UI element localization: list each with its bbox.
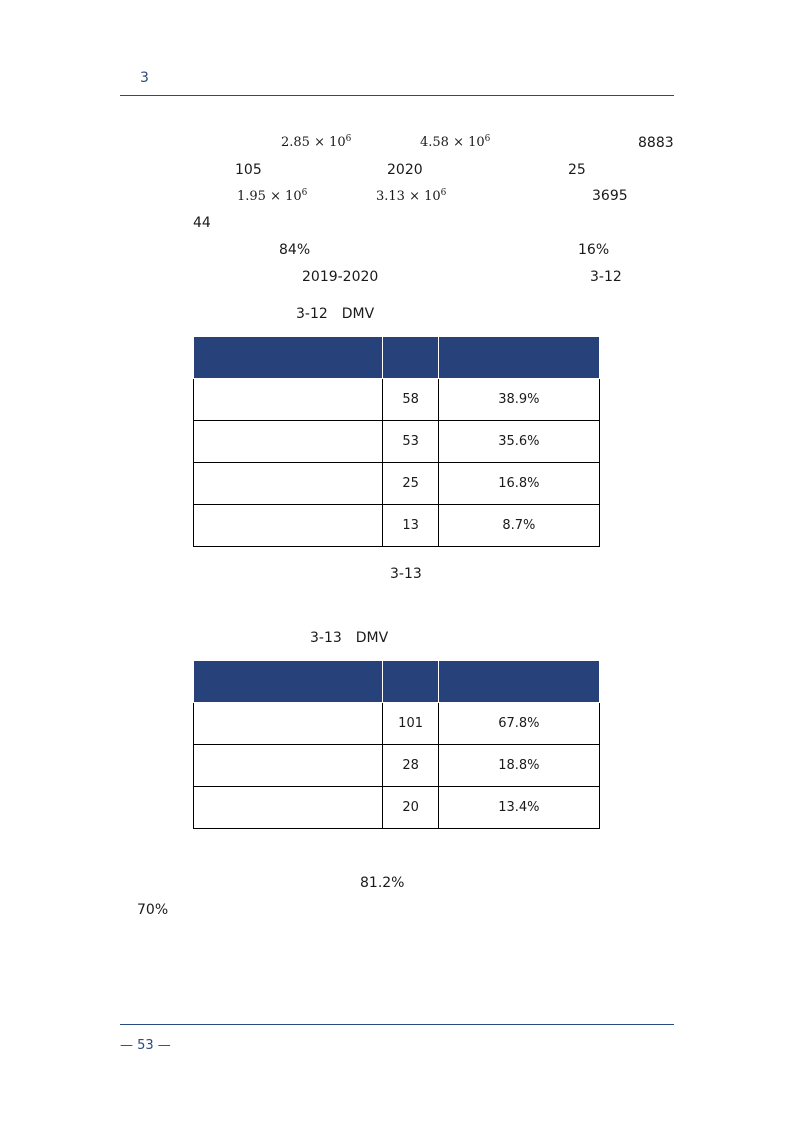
table-header-cell xyxy=(383,337,438,379)
body-percent: 16% xyxy=(578,242,610,258)
caption-number: 3-12 xyxy=(296,306,328,322)
body-percent: 81.2% xyxy=(360,875,405,891)
table-header-cell xyxy=(194,337,383,379)
body-number: 2020 xyxy=(387,162,423,178)
header-rule xyxy=(120,95,674,96)
caption-number: 3-13 xyxy=(310,630,342,646)
table-cell-count: 28 xyxy=(383,745,438,787)
chapter-number: 3 xyxy=(140,70,149,86)
table-cell-label xyxy=(194,703,383,745)
math-value: $2.85 \times 10^6$ xyxy=(281,134,352,150)
body-year-range: 2019-2020 xyxy=(302,269,379,285)
table-caption xyxy=(296,305,374,323)
table-row xyxy=(194,421,600,463)
table-cell-count: 53 xyxy=(383,421,438,463)
table-header-cell xyxy=(383,661,438,703)
table-cell-label xyxy=(194,787,383,829)
body-percent: 84% xyxy=(279,242,311,258)
table-header-cell xyxy=(438,661,599,703)
body-percent: 70% xyxy=(137,902,169,918)
table-row xyxy=(194,787,600,829)
table-row xyxy=(194,463,600,505)
table-cell-count: 25 xyxy=(383,463,438,505)
footer-rule xyxy=(120,1024,674,1025)
table-cell-label xyxy=(194,505,383,547)
body-number: 8883 xyxy=(638,135,674,151)
table-cell-count: 58 xyxy=(383,379,438,421)
table-cell-percent: 13.4% xyxy=(438,787,599,829)
table-cell-percent: 16.8% xyxy=(438,463,599,505)
table-cell-label xyxy=(194,463,383,505)
math-value: $3.13 \times 10^6$ xyxy=(376,188,447,204)
table-row xyxy=(194,745,600,787)
table-cell-percent: 18.8% xyxy=(438,745,599,787)
table-reference: 3-12 xyxy=(590,269,622,285)
table-cell-percent: 38.9% xyxy=(438,379,599,421)
table-row xyxy=(194,505,600,547)
table-header-row xyxy=(194,661,600,703)
page-number: — 53 — xyxy=(120,1038,171,1053)
table-cell-count: 13 xyxy=(383,505,438,547)
table-cell-count: 101 xyxy=(383,703,438,745)
body-number: 25 xyxy=(568,162,586,178)
table-header-cell xyxy=(194,661,383,703)
table-header-cell xyxy=(438,337,599,379)
table-cell-label xyxy=(194,421,383,463)
math-value: $1.95 \times 10^6$ xyxy=(237,188,308,204)
table-cell-percent: 8.7% xyxy=(438,505,599,547)
math-value: $4.58 \times 10^6$ xyxy=(420,134,491,150)
table-row xyxy=(194,703,600,745)
body-number: 3695 xyxy=(592,188,628,204)
body-number: 44 xyxy=(193,215,211,231)
caption-dmv: DMV xyxy=(341,306,375,322)
table-cell-label xyxy=(194,745,383,787)
table-reference: 3-13 xyxy=(390,566,422,582)
body-number: 105 xyxy=(235,162,262,178)
table-cell-label xyxy=(194,379,383,421)
table-cell-percent: 67.8% xyxy=(438,703,599,745)
table-caption xyxy=(310,629,388,647)
table-3-12 xyxy=(193,336,600,547)
table-header-row xyxy=(194,337,600,379)
table-cell-percent: 35.6% xyxy=(438,421,599,463)
table-3-13 xyxy=(193,660,600,829)
caption-dmv: DMV xyxy=(355,630,389,646)
table-row xyxy=(194,379,600,421)
table-cell-count: 20 xyxy=(383,787,438,829)
